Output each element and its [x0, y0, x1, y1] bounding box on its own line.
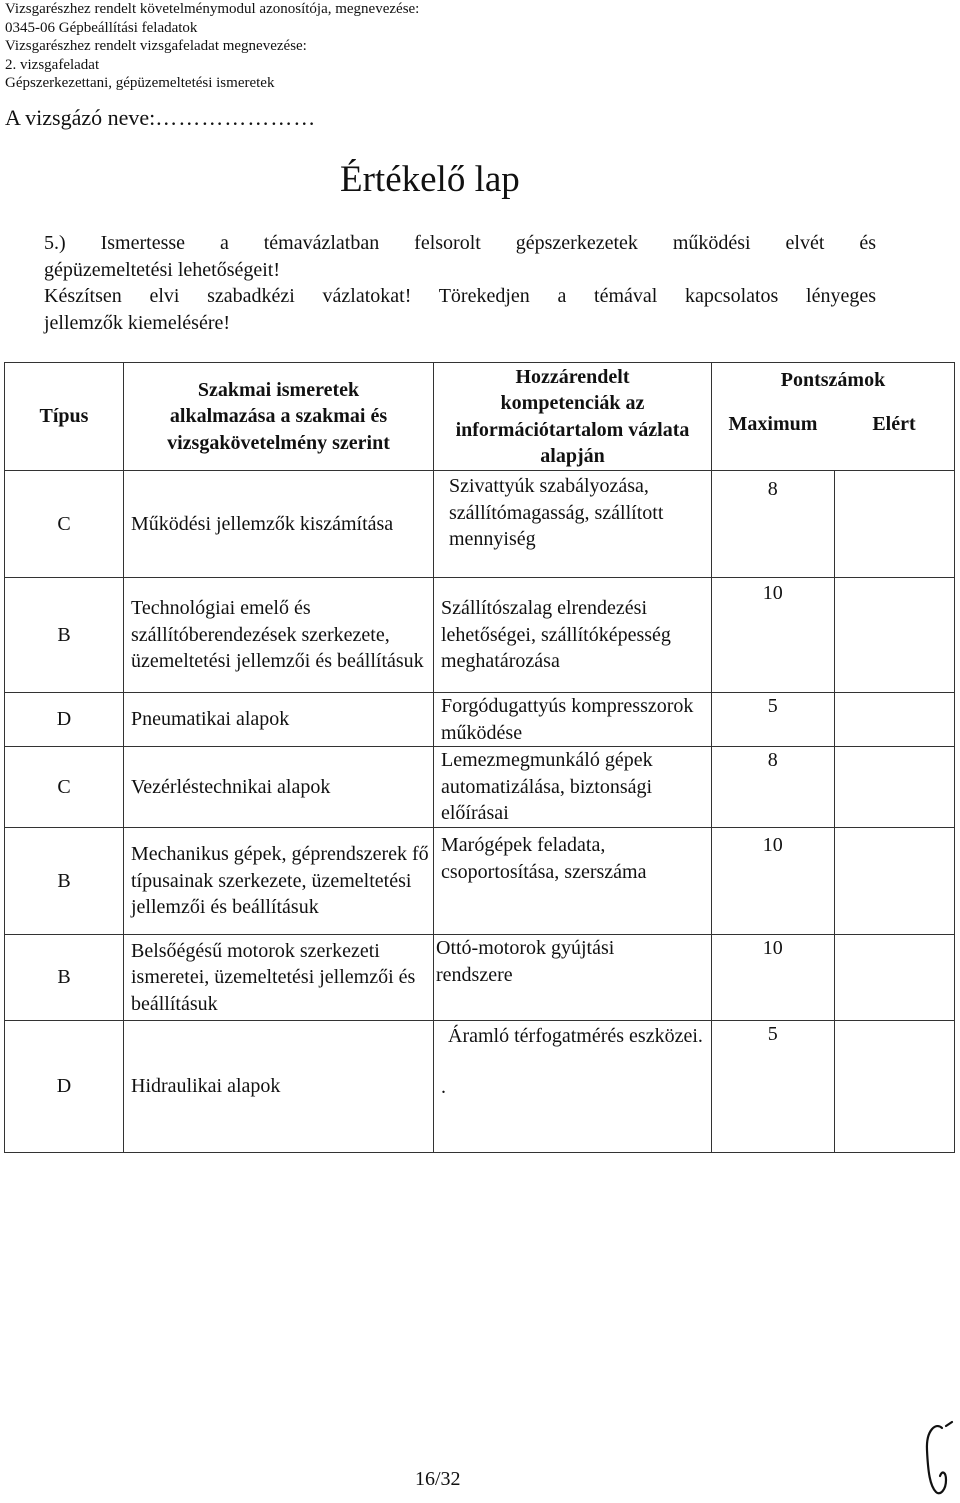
row-achieved-points[interactable]	[834, 1021, 955, 1153]
row-type: D	[5, 693, 124, 747]
row-type: C	[5, 471, 124, 578]
evaluation-table	[4, 362, 955, 1153]
table-row	[5, 471, 955, 578]
row-max-points: 10	[712, 828, 835, 935]
header-line: 0345-06 Gépbeállítási feladatok	[5, 19, 198, 36]
row-competence-extra: .	[441, 1075, 446, 1098]
row-type: B	[5, 578, 124, 693]
row-achieved-points[interactable]	[834, 935, 955, 1021]
table-row	[5, 747, 955, 828]
row-knowledge: Működési jellemzők kiszámítása	[124, 471, 434, 578]
row-competence: Forgódugattyús kompresszorok működése	[434, 693, 712, 747]
row-knowledge: Pneumatikai alapok	[124, 693, 434, 747]
header-line: Vizsgarészhez rendelt vizsgafeladat megnevezése:	[5, 38, 307, 55]
header-achieved: Elért	[872, 412, 916, 435]
row-knowledge: Belsőégésű motorok szerkezeti ismeretei, üzemeltetési jellemzői és beállításuk	[124, 935, 434, 1021]
row-competence: Szállítószalag elrendezési lehetőségei, szállítóképesség meghatározása	[434, 578, 712, 693]
table-row	[5, 828, 955, 935]
table-row	[5, 1021, 955, 1153]
document-header	[5, 0, 419, 93]
row-competence: Ottó-motorok gyújtási rendszere	[434, 935, 712, 1021]
candidate-name-label: A vizsgázó neve:	[5, 105, 156, 130]
row-achieved-points[interactable]	[834, 693, 955, 747]
candidate-name-line	[5, 105, 316, 131]
row-competence-text: Áramló térfogatmérés eszközei.	[448, 1025, 703, 1047]
row-type: B	[5, 828, 124, 935]
row-achieved-points[interactable]	[834, 471, 955, 578]
task-line: gépüzemeltetési lehetőségeit!	[44, 258, 281, 281]
row-competence: Lemezmegmunkáló gépek automatizálása, biztonsági előírásai	[434, 747, 712, 828]
row-max-points: 10	[712, 578, 835, 693]
header-competence: Hozzárendelt kompetenciák az információtartalom vázlata alapján	[434, 363, 712, 471]
task-line: 5.) Ismertesse a témavázlatban felsorolt gépszerkezetek működési elvét és	[44, 232, 876, 254]
header-points-label: Pontszámok	[780, 369, 886, 391]
row-competence	[434, 1021, 712, 1153]
row-type: C	[5, 747, 124, 828]
row-competence: Marógépek feladata, csoportosítása, szerszáma	[434, 828, 712, 935]
row-knowledge: Hidraulikai alapok	[124, 1021, 434, 1153]
row-knowledge: Vezérléstechnikai alapok	[124, 747, 434, 828]
row-type: D	[5, 1021, 124, 1153]
table-row	[5, 935, 955, 1021]
row-type: B	[5, 935, 124, 1021]
page-number: 16/32	[415, 1468, 461, 1490]
header-points	[712, 363, 955, 471]
header-type: Típus	[5, 363, 124, 471]
row-max-points: 8	[712, 471, 835, 578]
header-line: 2. vizsgafeladat	[5, 56, 100, 73]
task-line: Készítsen elvi szabadkézi vázlatokat! Törekedjen a témával kapcsolatos lényeges	[44, 285, 876, 307]
header-line: Vizsgarészhez rendelt követelménymodul azonosítója, megnevezése:	[5, 1, 420, 17]
signature-mark	[922, 1420, 956, 1498]
row-max-points: 8	[712, 747, 835, 828]
row-max-points: 10	[712, 935, 835, 1021]
table-row	[5, 693, 955, 747]
table-header-row	[5, 363, 955, 471]
candidate-name-blank[interactable]: …………………	[155, 105, 317, 130]
task-description	[44, 230, 876, 336]
table-row	[5, 578, 955, 693]
header-line: Gépszerkezettani, gépüzemeltetési ismeretek	[5, 75, 275, 92]
row-knowledge: Mechanikus gépek, géprendszerek fő típusainak szerkezete, üzemeltetési jellemzői és beállításuk	[124, 828, 434, 935]
row-achieved-points[interactable]	[834, 828, 955, 935]
header-maximum: Maximum	[728, 412, 818, 435]
header-knowledge: Szakmai ismeretek alkalmazása a szakmai és vizsgakövetelmény szerint	[124, 363, 434, 471]
row-max-points: 5	[712, 1021, 835, 1153]
row-achieved-points[interactable]	[834, 747, 955, 828]
row-achieved-points[interactable]	[834, 578, 955, 693]
task-line: jellemzők kiemelésére!	[44, 311, 231, 334]
row-max-points: 5	[712, 693, 835, 747]
row-knowledge: Technológiai emelő és szállítóberendezések szerkezete, üzemeltetési jellemzői és beállításuk	[124, 578, 434, 693]
page-title: Értékelő lap	[340, 159, 520, 200]
row-competence: Szivattyúk szabályozása, szállítómagasság, szállított mennyiség	[434, 471, 712, 578]
